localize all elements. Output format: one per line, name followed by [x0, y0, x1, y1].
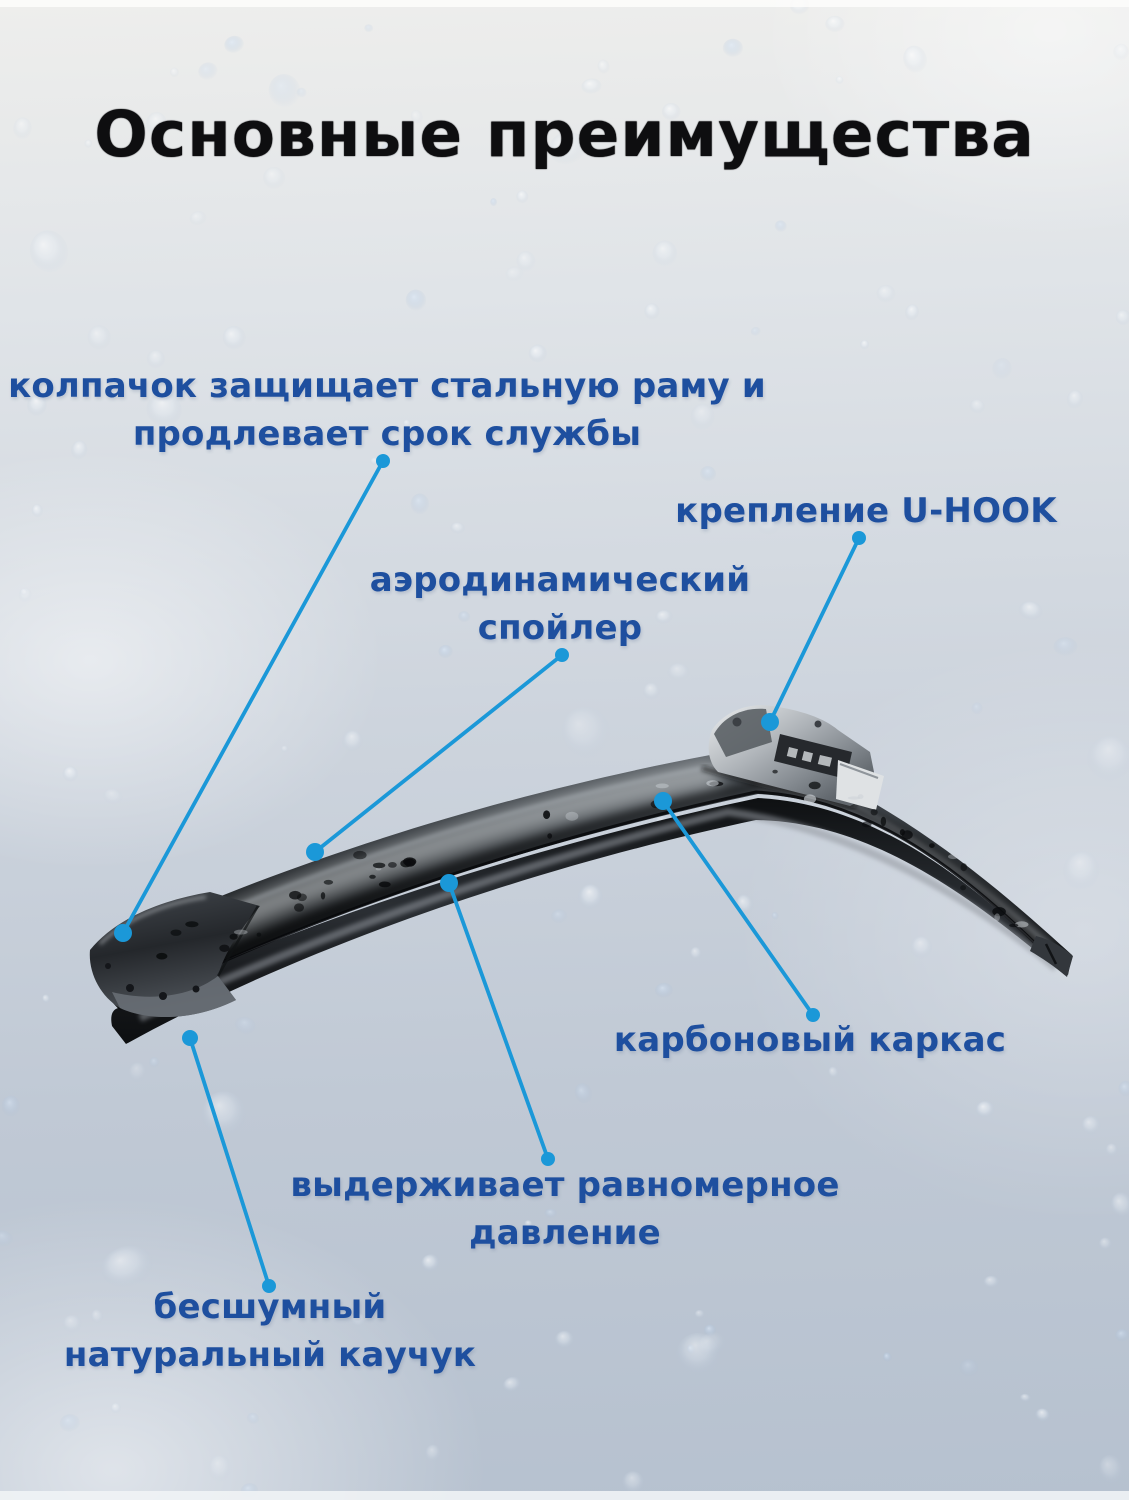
rain-droplet [903, 303, 921, 323]
callout-text-line: спойлер [477, 608, 643, 648]
rain-droplet [1096, 1452, 1127, 1486]
rain-droplet [694, 1309, 705, 1318]
rain-droplet [222, 34, 246, 56]
rain-droplet [196, 60, 220, 83]
rain-droplet [975, 1100, 996, 1120]
rain-droplet [404, 288, 427, 312]
rain-droplet [690, 947, 702, 960]
leader-dot-blade [306, 843, 324, 861]
rain-droplet [364, 24, 374, 33]
rain-droplet [827, 1065, 840, 1080]
callout-text-line: крепление U-HOOK [675, 491, 1057, 531]
rain-droplet [1117, 1080, 1129, 1098]
rain-droplet [501, 1374, 524, 1394]
rain-droplet [876, 284, 896, 303]
rain-droplet [110, 1402, 121, 1413]
rain-droplet [967, 397, 986, 416]
callout-text-line: продлевает срок службы [132, 414, 642, 454]
callout-label-pressure [290, 1161, 839, 1257]
blade-water-speck [862, 821, 872, 827]
callout-label-spoiler [370, 556, 751, 652]
blade-water-speck [994, 913, 1000, 921]
blade-water-speck [706, 780, 718, 786]
blade-water-speck [543, 810, 550, 819]
page-title: Основные преимущества [94, 98, 1035, 171]
rain-droplet [58, 1413, 81, 1434]
rain-droplet [232, 1014, 257, 1037]
rain-droplet [882, 1351, 893, 1362]
blade-water-speck [656, 784, 669, 789]
rain-droplet [750, 326, 762, 338]
leader-dot-blade [440, 874, 458, 892]
blade-water-speck [185, 921, 198, 927]
callout-text-line: бесшумный [153, 1287, 387, 1327]
blade-water-speck [171, 930, 182, 936]
rain-droplet [208, 1455, 232, 1483]
rain-droplet [652, 240, 677, 267]
rain-droplet [1104, 1142, 1120, 1158]
leader-line-rubber [182, 1030, 276, 1293]
blade-water-speck [929, 843, 935, 848]
blade-water-speck [960, 885, 966, 890]
rain-droplet [1114, 308, 1129, 327]
rain-droplet [188, 209, 208, 227]
rain-droplet [61, 765, 79, 783]
blade-water-speck [219, 945, 229, 952]
rain-droplet [0, 1228, 15, 1249]
blade-water-speck [902, 830, 913, 839]
blade-water-speck [294, 903, 304, 911]
leader-dot-blade [761, 713, 779, 731]
rain-droplet [644, 303, 660, 320]
rain-droplet [555, 700, 617, 764]
callout-text-line: карбоновый каркас [613, 1020, 1007, 1060]
rain-droplet [581, 78, 603, 95]
blade-water-speck [321, 892, 325, 899]
blade-water-speck [809, 782, 821, 790]
rain-droplet [555, 1331, 575, 1350]
rain-droplet [667, 662, 691, 682]
blade-water-speck [230, 934, 238, 940]
callout-text-line: аэродинамический [369, 560, 751, 600]
blade-water-speck [961, 863, 968, 871]
blade-water-speck [373, 863, 385, 869]
photo-edge-bottom [0, 1491, 1129, 1500]
rain-droplet [572, 1081, 595, 1106]
end-cap-hole [105, 963, 111, 969]
rain-droplet [1065, 388, 1085, 410]
blade-water-speck [234, 930, 248, 935]
blade-water-speck [257, 933, 262, 937]
rain-droplet [101, 787, 124, 807]
rain-droplet [859, 339, 870, 351]
rain-droplet [834, 75, 844, 85]
blade-water-speck [566, 812, 579, 821]
rain-droplet [148, 1057, 160, 1069]
rain-droplet [245, 1411, 261, 1426]
blade-water-speck [772, 770, 777, 774]
rain-droplet [654, 982, 673, 999]
rain-droplet [771, 911, 780, 921]
rain-droplet [642, 682, 661, 701]
blade-water-speck [948, 854, 958, 859]
rain-droplet [1099, 1237, 1112, 1250]
rain-droplet [281, 746, 289, 753]
rain-droplet [1081, 730, 1129, 788]
rain-droplet [31, 503, 44, 518]
rain-droplet [698, 464, 718, 483]
leader-dot-blade [114, 924, 132, 942]
rain-droplet [990, 356, 1015, 382]
blade-water-speck [324, 880, 333, 885]
callout-text-line: выдерживает равномерное [290, 1165, 840, 1205]
rain-droplet [1019, 1393, 1031, 1402]
blade-water-speck [547, 833, 552, 838]
rain-droplet [220, 324, 248, 353]
blade-water-speck [1009, 924, 1018, 927]
rain-droplet [1111, 42, 1129, 62]
rain-droplet [908, 934, 935, 962]
callout-label-rubber [64, 1283, 476, 1379]
rain-droplet [2, 1095, 20, 1116]
blade-water-speck [804, 794, 816, 803]
rain-droplet [723, 39, 743, 58]
adapter-rivet [733, 718, 742, 727]
rain-droplet [825, 16, 845, 33]
rain-droplet [490, 198, 497, 207]
rain-droplet [1059, 847, 1104, 894]
rain-droplet [1108, 1189, 1129, 1221]
rain-droplet [774, 219, 788, 233]
rain-droplet [971, 702, 982, 714]
photo-edge-top [0, 0, 1129, 7]
end-cap-hole [159, 992, 167, 1000]
rain-droplet [575, 882, 605, 913]
blade-water-speck [871, 809, 878, 815]
rain-droplet [1033, 1407, 1051, 1424]
rain-droplet [959, 1359, 979, 1377]
rain-droplet [1053, 637, 1077, 657]
leader-line-uhook [761, 531, 866, 731]
rain-droplet [126, 1060, 149, 1084]
rain-droplet [983, 1275, 1000, 1289]
rain-droplet [1017, 599, 1045, 623]
rain-droplet [596, 58, 611, 75]
blade-water-speck [156, 953, 167, 960]
end-cap-hole [193, 986, 200, 993]
callout-label-uhook [675, 487, 1057, 535]
rain-droplet [169, 67, 179, 78]
adapter-rivet [815, 721, 822, 728]
callout-text-line: давление [469, 1213, 661, 1253]
rain-droplet [25, 226, 74, 278]
callout-text-line: колпачок защищает стальную раму и [8, 366, 766, 406]
rain-droplet [411, 493, 430, 514]
callout-text-line: натуральный каучук [63, 1335, 477, 1375]
rain-droplet [339, 727, 366, 754]
rain-droplet [41, 993, 52, 1004]
blade-water-speck [858, 794, 864, 799]
blade-water-speck [369, 875, 376, 879]
leader-dot-blade [654, 792, 672, 810]
blade-water-speck [353, 851, 366, 859]
blade-water-speck [379, 882, 391, 888]
rain-droplet [550, 908, 568, 924]
leader-line-pressure [440, 874, 555, 1166]
blade-water-speck [297, 894, 307, 902]
callout-label-cap [8, 362, 766, 458]
end-cap-hole [126, 984, 134, 992]
rain-droplet [516, 190, 528, 203]
callout-label-carbon [614, 1016, 1006, 1064]
rain-droplet [423, 1443, 442, 1464]
rain-droplet [900, 43, 930, 76]
blade-water-speck [881, 817, 886, 826]
rain-droplet [450, 522, 466, 535]
rain-droplet [1080, 1114, 1103, 1137]
leader-dot-blade [182, 1030, 198, 1046]
blade-water-speck [388, 862, 397, 868]
blade-water-speck [405, 859, 416, 867]
rain-droplet [86, 324, 112, 352]
rain-droplet [1114, 1328, 1129, 1343]
